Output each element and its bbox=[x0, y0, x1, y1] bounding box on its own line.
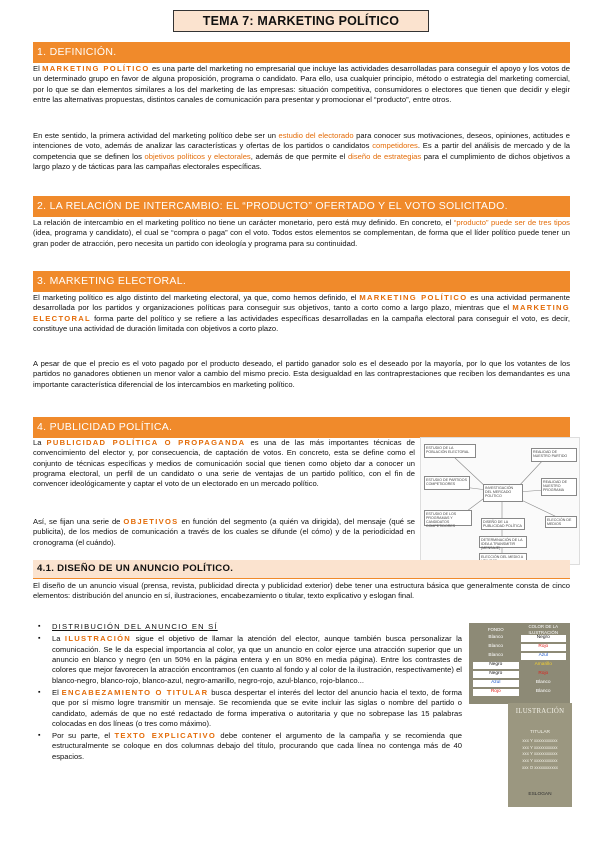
section-4-heading: 4. PUBLICIDAD POLÍTICA. bbox=[33, 417, 570, 438]
section-1-paragraph-1: El MARKETING POLÍTICO es una parte del marketing no empresarial que incluye las actividades desarrolladas para conseguir el apoyo y los votos de un determinado grupo en favor de alguna proposición, programa o candidato. Para ello, usa cualquier principio, método o estrategia del marketing comercial, por lo que se dan elementos similares a los del marketing de las empresas: situación competitiva, consumidores o electores que tienen que decidir y elegir entre las alternativas propuestas, distintos canales de comunicación para presentar y promocionar el “producto”, entre otros. bbox=[33, 64, 570, 104]
ad-layout-illustration bbox=[508, 703, 572, 807]
section-3-paragraph-2: A pesar de que el precio es el voto pagado por el producto deseado, el partido ganador solo es el deseado por la mayoría, por lo que los votantes de los partidos no ganadores obtienen un menor valor a cambio del mismo precio. Esta desigualdad en las contraprestaciones que reciben los demandantes es una importante característica diferencial de los intercambios en marketing político. bbox=[33, 359, 570, 389]
table-cell: Blanco bbox=[521, 680, 567, 687]
table-row bbox=[472, 688, 567, 697]
publicity-diagram bbox=[420, 437, 580, 565]
list-item: ▪ La ILUSTRACIÓN sigue el objetivo de llamar la atención del elector, aunque también busca personalizar la comunicación. Se le da especial importancia al color, ya que un anuncio en color ejerce una atracción superior que un anuncio en blanco y negro (en un 50% en la página entera y en un 80% en media página). Entre los contrastes de colores que mejor favorecen la atracción encontramos (en cuanto al fondo y al color de la ilustración, respectivamente) el blanco-negro, blanco-rojo, blanco-azul, negro-amarillo, negro-rojo, azul-blanco, rojo-blanco... bbox=[38, 634, 462, 686]
table-cell: Rojo bbox=[521, 644, 567, 651]
table-cell: Rojo bbox=[473, 689, 519, 696]
table-cell: Negro bbox=[521, 635, 567, 642]
diagram-node: ESTUDIO DE LA POBLACIÓN ELECTORAL bbox=[424, 444, 476, 458]
table-cell: Blanco bbox=[473, 644, 519, 651]
table-cell: Negro bbox=[473, 662, 519, 669]
table-cell: Blanco bbox=[521, 689, 567, 696]
illustration-title: ILUSTRACIÓN bbox=[515, 708, 565, 715]
illustration-line: xxx O xxxxxxxxxxx bbox=[522, 765, 558, 771]
list-item: ▪ El ENCABEZAMIENTO O TITULAR busca despertar el interés del lector del anuncio hacia el texto, de forma que por sí mismo logre transmitir un mensaje. Se recomienda que se evite incluir las siglas o nombre del partido o candidato, además de que no esté redactado de forma imperativa o autoritaria y que no sobrepase las 15 palabras colocadas en dos líneas (o tres como máximo). bbox=[38, 688, 462, 729]
diagram-node: ELECCIÓN DE MEDIOS bbox=[545, 516, 577, 528]
title-box bbox=[173, 10, 429, 32]
table-cell: Rojo bbox=[521, 671, 567, 678]
table-cell: Azul bbox=[521, 653, 567, 660]
diagram-node: ELECCIÓN DEL MEDIO A bbox=[479, 553, 527, 562]
table-row bbox=[472, 670, 567, 679]
table-header-cell: COLOR DE LA ILUSTRACIÓN bbox=[528, 623, 559, 635]
list-item: ▪ DISTRIBUCIÓN DEL ANUNCIO EN SÍ bbox=[38, 622, 462, 632]
illustration-line: xxx Y xxxxxxxxxxx bbox=[522, 744, 558, 750]
diagram-node: REALIDAD DE NUESTRO PROGRAMA bbox=[541, 478, 577, 496]
table-row bbox=[472, 679, 567, 688]
diagram-node: INVESTIGACIÓN DEL MERCADO POLÍTICO bbox=[483, 484, 523, 502]
subsection-4-1-paragraph: El diseño de un anuncio visual (prensa, revista, publicidad directa y publicidad exterior) debe tener una estructura básica que generalmente consta de cinco elementos: distribución del anuncio en sí, ilustraciones, encabezamiento o titular, texto explicativo y eslogan final. bbox=[33, 581, 570, 601]
table-cell: Amarillo bbox=[521, 662, 567, 669]
section-3-heading: 3. MARKETING ELECTORAL. bbox=[33, 271, 570, 292]
table-row bbox=[472, 661, 567, 670]
table-header bbox=[472, 625, 567, 634]
diagram-node: ESTUDIO DE LOS PROGRAMAS Y CANDIDATOS COMPETIDORES bbox=[424, 510, 472, 526]
list-item: ▪ Por su parte, el TEXTO EXPLICATIVO debe contener el argumento de la campaña y se recomienda que estructuralmente se coloque en dos columnas debajo del título, procurando que cada línea no contenga más de 40 espacios. bbox=[38, 731, 462, 762]
section-4-paragraph-1: La PUBLICIDAD POLÍTICA O PROPAGANDA es una de las más importantes técnicas de convencimiento del elector y, por consecuencia, de captación de votos. En concreto, esta se define como el conjunto de técnicas específicas y medios de comunicación social que tienen como objeto dar a conocer un programa electoral, un perfil de un candidato o una serie de ventajas de un partido político, con el fin de convencer ideológicamente y captar el voto de un electorado en un mercado político. bbox=[33, 438, 415, 489]
illustration-eslogan: ESLOGAN bbox=[528, 792, 552, 798]
diagram-node: DETERMINACIÓN DE LA IDEA A TRANSMITIR (MENSAJE) bbox=[479, 536, 527, 548]
illustration-line: xxx Y xxxxxxxxxxx bbox=[522, 737, 558, 743]
illustration-line: xxx Y xxxxxxxxxxx bbox=[522, 758, 558, 764]
page-title: TEMA 7: MARKETING POLÍTICO bbox=[202, 13, 400, 28]
section-4-paragraph-2: Así, se fijan una serie de OBJETIVOS en función del segmento (a quién va dirigida), del mensaje (qué se publicita), de los medios de comunicación a través de los cuales se difunde (el cómo) y de la periodicidad en cronograma (el cuándo). bbox=[33, 517, 415, 547]
table-body bbox=[472, 634, 567, 697]
table-cell: Blanco bbox=[473, 653, 519, 660]
subsection-4-1-heading: 4.1. DISEÑO DE UN ANUNCIO POLÍTICO. bbox=[33, 560, 570, 579]
table-cell: Negro bbox=[473, 671, 519, 678]
section-2-paragraph: La relación de intercambio en el marketing político no tiene un carácter monetario, pero está muy definido. En concreto, el “producto” puede ser de tres tipos (idea, programa y candidato), el cual se “compra o paga” con el voto. Todos estos elementos se complementan, de forma que el líder político puede tener un gran poder de atracción, pero necesita un partido con ideología y programa para su continuidad. bbox=[33, 218, 570, 248]
table-header-cell: FONDO bbox=[487, 626, 504, 632]
diagram-node: DISEÑO DE LA PUBLICIDAD POLÍTICA bbox=[481, 518, 525, 530]
table-row bbox=[472, 643, 567, 652]
diagram-node: ESTUDIO DE PARTIDOS COMPETIDORES bbox=[424, 476, 470, 490]
section-1-heading: 1. DEFINICIÓN. bbox=[33, 42, 570, 63]
section-3-paragraph-1: El marketing político es algo distinto del marketing electoral, ya que, como hemos definido, el MARKETING POLÍTICO es una actividad permanente desarrollada por los partidos y organizaciones políticas para conseguir sus objetivos, tanto a corto como a largo plazo, mientras que el MARKETING ELECTORAL forma parte del político y se refiere a las actividades específicas desarrolladas en la campaña electoral para conseguir el voto, es decir, constituye una actividad de duración limitada con objetivos a corto plazo. bbox=[33, 293, 570, 333]
section-1-paragraph-2: En este sentido, la primera actividad del marketing político debe ser un estudio del electorado para conocer sus motivaciones, deseos, opiniones, actitudes e intenciones de voto, además de analizar las características y ofertas de los partidos o candidatos competidores. Es a partir del análisis de mercado y de la competencia que se definen los objetivos políticos y electorales, además de que permite el diseño de estrategias para el cumplimiento de dichos objetivos a largo plazo y de tácticas para las campañas electorales específicas. bbox=[33, 131, 571, 171]
color-contrast-table bbox=[469, 623, 570, 704]
section-2-heading: 2. LA RELACIÓN DE INTERCAMBIO: EL “PRODUCTO” OFERTADO Y EL VOTO SOLICITADO. bbox=[33, 196, 570, 217]
table-cell: Blanco bbox=[473, 635, 519, 642]
table-row bbox=[472, 652, 567, 661]
diagram-node: REALIDAD DE NUESTRO PARTIDO bbox=[531, 448, 577, 462]
illustration-line: xxx Y xxxxxxxxxxx bbox=[522, 751, 558, 757]
ad-elements-list bbox=[38, 622, 462, 762]
table-cell: Azul bbox=[473, 680, 519, 687]
illustration-titular: TITULAR bbox=[530, 730, 550, 736]
